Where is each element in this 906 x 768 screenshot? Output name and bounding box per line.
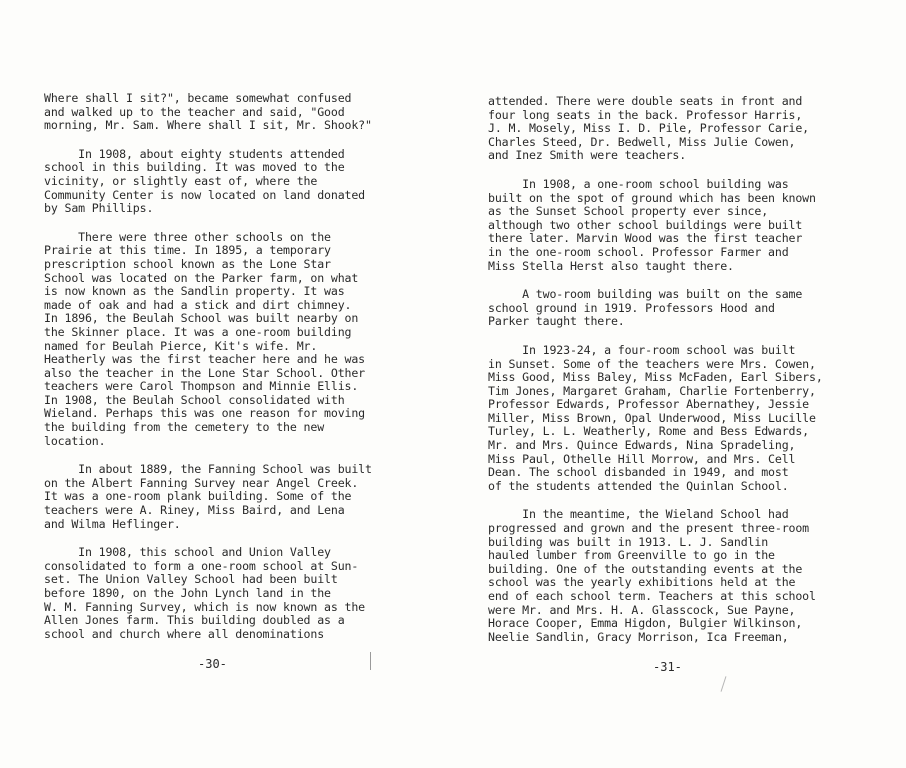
paragraph	[488, 344, 823, 494]
text-line: In the meantime, the Wieland School had	[488, 507, 789, 522]
text-line: school and church where all denominations	[44, 626, 325, 641]
text-line: In 1923-24, a four-room school was built	[488, 342, 796, 357]
text-line: Professor Edwards, Professor Abernathey, Jessie	[488, 397, 810, 412]
text-line: A two-room building was built on the same	[488, 287, 803, 302]
text-line: built on the spot of ground which has been known	[488, 190, 816, 205]
text-line: Miss Good, Miss Baley, Miss McFaden, Earl Sibers,	[488, 370, 823, 385]
right-page-number: -31-	[653, 660, 682, 674]
left-page-text	[44, 91, 372, 656]
text-line: Parker taught there.	[488, 314, 625, 329]
left-page-number: -30-	[198, 657, 227, 671]
paragraph	[488, 178, 823, 273]
text-line: the Skinner place. It was a one-room building	[44, 324, 352, 339]
text-line: W. M. Fanning Survey, which is now known as the	[44, 599, 366, 614]
text-line: building. One of the outstanding events at the	[488, 561, 803, 576]
text-line: Miller, Miss Brown, Opal Underwood, Miss Lucille	[488, 410, 816, 425]
text-line: Neelie Sandlin, Gracy Morrison, Ica Freeman,	[488, 629, 789, 644]
text-line: J. M. Mosely, Miss I. D. Pile, Professor Carie,	[488, 121, 810, 136]
text-line: before 1890, on the John Lynch land in the	[44, 586, 331, 600]
text-line: four long seats in the back. Professor Harris,	[488, 107, 803, 122]
text-line: also the teacher in the Lone Star School. Other	[44, 365, 366, 380]
text-line: progressed and grown and the present three-room	[488, 521, 810, 536]
text-line: named for Beulah Pierce, Kit's wife. Mr.	[44, 338, 318, 353]
text-line: set. The Union Valley School had been built	[44, 572, 338, 587]
text-line: by Sam Phillips.	[44, 201, 154, 216]
text-line: Wieland. Perhaps this was one reason for moving	[44, 406, 366, 421]
text-line: Horace Cooper, Emma Higdon, Bulgier Wilkinson,	[488, 616, 803, 631]
text-line: is now known as the Sandlin property. It was	[44, 284, 345, 299]
text-line: end of each school term. Teachers at this school	[488, 589, 816, 603]
text-line: location.	[44, 433, 106, 448]
text-line: In 1908, about eighty students attended	[44, 146, 345, 161]
text-line: prescription school known as the Lone Star	[44, 256, 331, 271]
text-line: Miss Paul, Othelle Hill Morrow, and Mrs. Cell	[488, 451, 796, 466]
paragraph	[488, 508, 823, 644]
text-line: of the students attended the Quinlan School.	[488, 478, 789, 493]
right-page-text	[488, 95, 823, 659]
paragraph	[44, 546, 364, 641]
text-line: as the Sunset School property ever since,	[488, 204, 769, 219]
text-line: school in this building. It was moved to the	[44, 160, 345, 175]
text-line: although two other school buildings were built	[488, 217, 803, 232]
text-line: It was a one-room plank building. Some of the	[44, 489, 352, 504]
paragraph	[488, 95, 823, 163]
text-line: school ground in 1919. Professors Hood and	[488, 300, 775, 315]
text-line: In 1908, the Beulah School consolidated with	[44, 392, 345, 407]
text-line: in the one-room school. Professor Farmer and	[488, 244, 789, 259]
text-line: and Inez Smith were teachers.	[488, 148, 687, 163]
text-line: Where shall I sit?", became somewhat confused	[44, 91, 352, 105]
text-line: Dean. The school disbanded in 1949, and most	[488, 465, 789, 480]
text-line: Miss Stella Herst also taught there.	[488, 258, 734, 273]
text-line: Tim Jones, Margaret Graham, Charlie Fortenberry,	[488, 383, 816, 398]
text-line: Turley, L. L. Weatherly, Rome and Bess Edwards,	[488, 424, 810, 439]
text-line: Community Center is now located on land donated	[44, 187, 366, 202]
text-line: In 1908, this school and Union Valley	[44, 545, 331, 560]
text-line: school was the yearly exhibitions held at the	[488, 575, 796, 590]
text-line: building was built in 1913. L. J. Sandlin	[488, 534, 769, 549]
text-line: were Mr. and Mrs. H. A. Glasscock, Sue Payne,	[488, 602, 796, 617]
gutter-mark	[370, 652, 371, 670]
text-line: in Sunset. Some of the teachers were Mrs. Cowen,	[488, 356, 816, 371]
text-line: In 1908, a one-room school building was	[488, 176, 789, 191]
text-line: Heatherly was the first teacher here and he was	[44, 352, 366, 367]
paragraph	[44, 231, 364, 449]
text-line: teachers were Carol Thompson and Minnie Ellis.	[44, 379, 359, 394]
text-line: In about 1889, the Fanning School was built	[44, 462, 372, 477]
text-line: Allen Jones farm. This building doubled as a	[44, 613, 345, 628]
text-line: attended. There were double seats in front and	[488, 94, 803, 108]
text-line: made of oak and had a stick and dirt chimney.	[44, 297, 352, 312]
text-line: there later. Marvin Wood was the first teacher	[488, 231, 803, 246]
paragraph	[488, 288, 823, 329]
text-line: and walked up to the teacher and said, "Good	[44, 104, 345, 119]
text-line: Mr. and Mrs. Quince Edwards, Nina Spradeling,	[488, 438, 796, 453]
stray-mark	[721, 676, 727, 692]
text-line: the building from the cemetery to the new	[44, 420, 325, 435]
paragraph	[44, 91, 372, 133]
text-line: consolidated to form a one-room school at Sun-	[44, 558, 359, 573]
text-line: on the Albert Fanning Survey near Angel Creek.	[44, 475, 359, 490]
text-line: In 1896, the Beulah School was built nearby on	[44, 311, 359, 326]
paragraph	[44, 462, 372, 531]
text-line: and Wilma Heflinger.	[44, 516, 181, 531]
text-line: morning, Mr. Sam. Where shall I sit, Mr. Shook?"	[44, 118, 372, 133]
text-line: There were three other schools on the	[44, 229, 331, 244]
text-line: Prairie at this time. In 1895, a temporary	[44, 243, 331, 258]
right-page	[453, 0, 906, 768]
text-line: hauled lumber from Greenville to go in the	[488, 548, 775, 563]
text-line: School was located on the Parker farm, on what	[44, 270, 359, 285]
text-line: teachers were A. Riney, Miss Baird, and Lena	[44, 503, 345, 518]
text-line: Charles Steed, Dr. Bedwell, Miss Julie Cowen,	[488, 134, 796, 149]
text-line: vicinity, or slightly east of, where the	[44, 173, 318, 188]
paragraph	[44, 148, 364, 216]
